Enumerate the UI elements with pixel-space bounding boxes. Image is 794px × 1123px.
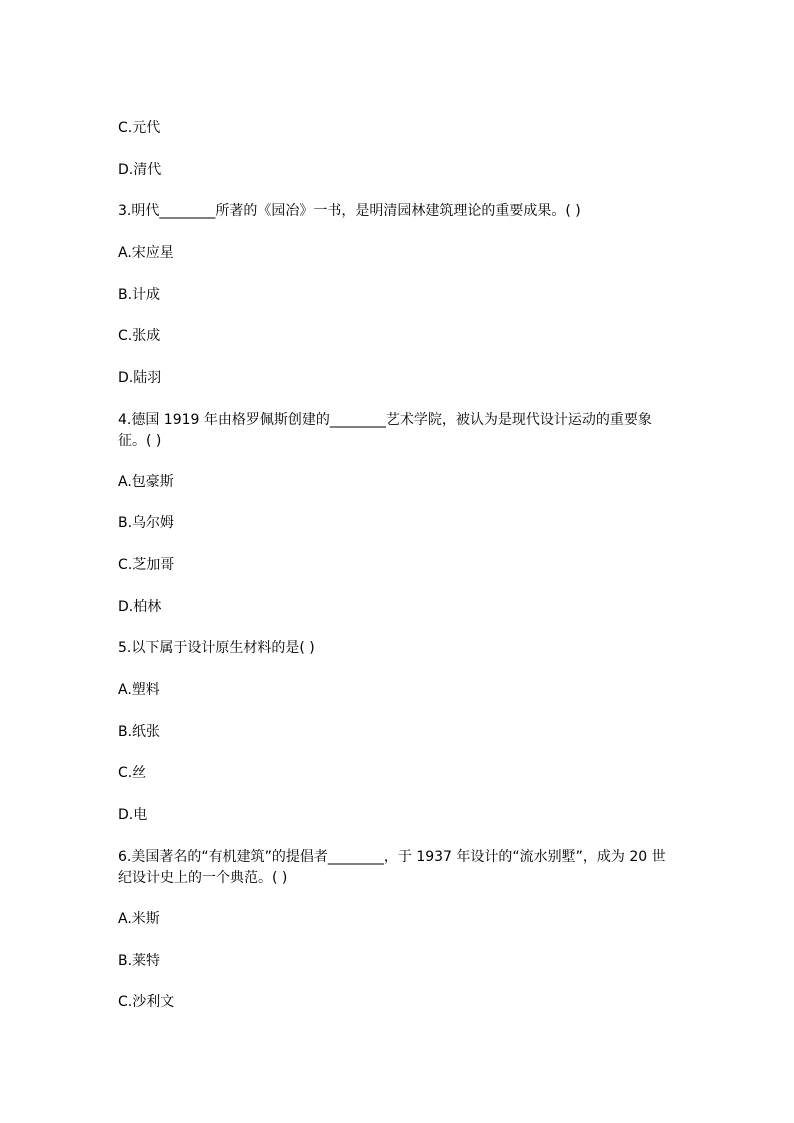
option-a-q4: A.包豪斯: [118, 474, 174, 490]
option-c-q2: C.元代: [118, 120, 161, 136]
option-a-q5: A.塑料: [118, 682, 160, 698]
question-4: 4.德国 1919 年由格罗佩斯创建的________艺术学院，被认为是现代设计运动的重要象征。( ): [118, 412, 652, 449]
option-d-q4: D.柏林: [118, 599, 162, 615]
question-5: 5.以下属于设计原生材料的是( ): [118, 640, 315, 656]
option-d-q5: D.电: [118, 807, 148, 823]
option-c-q4: C.芝加哥: [118, 557, 175, 573]
option-c-q5: C.丝: [118, 765, 147, 781]
option-a-q6: A.米斯: [118, 911, 160, 927]
option-b-q6: B.莱特: [118, 953, 161, 969]
option-a-q3: A.宋应星: [118, 245, 174, 261]
question-3: 3.明代________所著的《园冶》一书，是明清园林建筑理论的重要成果。( ): [118, 203, 581, 219]
option-c-q3: C.张成: [118, 328, 161, 344]
option-b-q3: B.计成: [118, 287, 161, 303]
option-d-q2: D.清代: [118, 162, 162, 178]
option-b-q5: B.纸张: [118, 724, 161, 740]
option-d-q3: D.陆羽: [118, 370, 162, 386]
option-b-q4: B.乌尔姆: [118, 515, 175, 531]
option-c-q6: C.沙利文: [118, 994, 175, 1010]
question-6: 6.美国著名的“有机建筑”的提倡者________，于 1937 年设计的“流水别墅”，成为 20 世纪设计史上的一个典范。( ): [118, 849, 666, 886]
